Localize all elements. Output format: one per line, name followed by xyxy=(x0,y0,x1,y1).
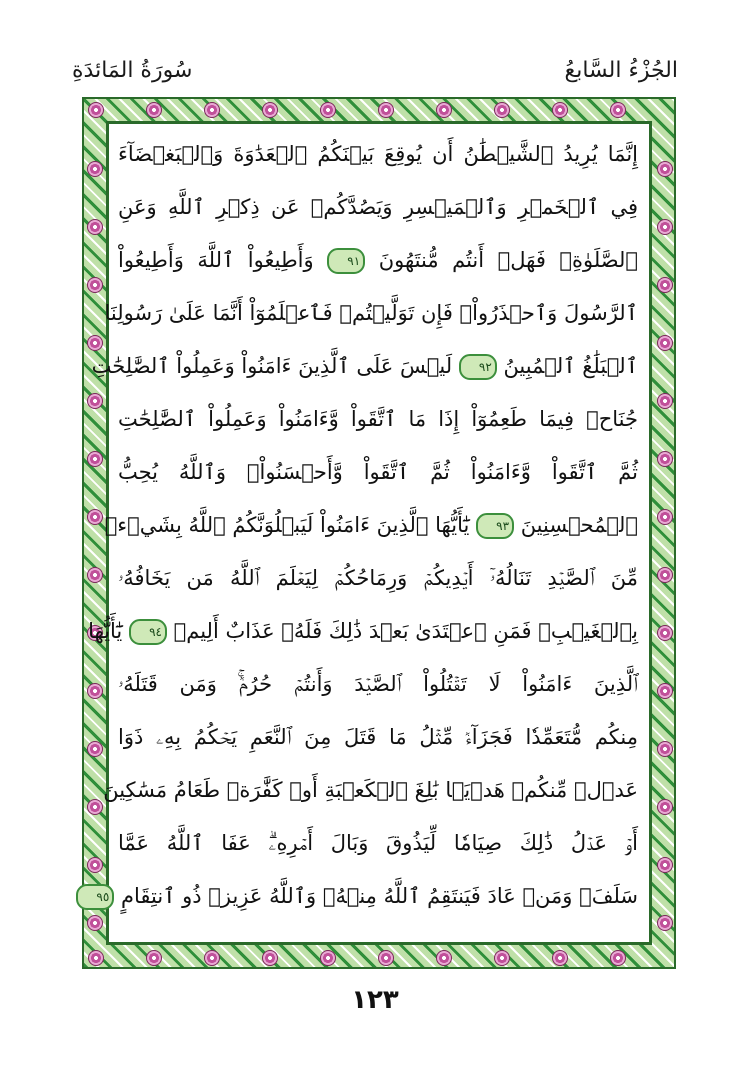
flower-ornament-icon xyxy=(87,509,103,525)
flower-ornament-icon xyxy=(87,857,103,873)
verse-text: يَٰٓأَيُّهَا xyxy=(88,619,129,643)
flower-ornament-icon xyxy=(378,102,394,118)
verse-line: إِنَّمَا يُرِيدُ ٱلشَّيۡطَٰنُ أَن يُوقِعَ بَيۡنَكُمُ ٱلۡعَدَٰوَةَ وَٱلۡبَغۡضَآءَ xyxy=(118,142,638,166)
verse-text: ٱلصَّلَوٰةِۖ فَهَلۡ أَنتُم مُّنتَهُونَ xyxy=(365,248,638,272)
verse-line: مِنكُم مُّتَعَمِّدٗا فَجَزَآءٞ مِّثۡلُ مَا قَتَلَ مِنَ ٱلنَّعَمِ يَحۡكُمُ بِهِۦ ذَوَا xyxy=(118,725,638,749)
flower-ornament-icon xyxy=(436,102,452,118)
verse-text: ٱلۡبَلَٰغُ ٱلۡمُبِينُ xyxy=(496,354,638,378)
verse-text: سَلَفَۚ وَمَنۡ عَادَ فَيَنتَقِمُ ٱللَّهُ مِنۡهُۚ وَٱللَّهُ عَزِيزٞ ذُو ٱنتِقَامٍ xyxy=(114,884,638,908)
verse-text: بِٱلۡغَيۡبِۚ فَمَنِ ٱعۡتَدَىٰ بَعۡدَ ذَٰلِكَ فَلَهُۥ عَذَابٌ أَلِيمٞ xyxy=(166,619,638,643)
flower-ornament-icon xyxy=(262,950,278,966)
verse-text: لَيۡسَ عَلَى ٱلَّذِينَ ءَامَنُواْ وَعَمِلُواْ ٱلصَّٰلِحَٰتِ xyxy=(91,354,459,378)
flower-ornament-icon xyxy=(87,219,103,235)
flower-ornament-icon xyxy=(88,102,104,118)
surah-title: سُورَةُ المَائدَةِ xyxy=(72,58,193,83)
verse-line: ٱلرَّسُولَ وَٱحۡذَرُواْۚ فَإِن تَوَلَّيۡتُمۡ فَٱعۡلَمُوٓاْ أَنَّمَا عَلَىٰ رَسُولِنَا xyxy=(104,301,638,325)
quran-text-area xyxy=(88,130,638,930)
ayah-number-marker: ٩٥ xyxy=(76,884,114,910)
flower-ornament-icon xyxy=(146,950,162,966)
verse-line: فِي ٱلۡخَمۡرِ وَٱلۡمَيۡسِرِ وَيَصُدَّكُمۡ عَن ذِكۡرِ ٱللَّهِ وَعَنِ xyxy=(118,195,638,219)
page-number: ١٢٣ xyxy=(351,985,399,1015)
flower-ornament-icon xyxy=(657,451,673,467)
verse-text: وَأَطِيعُواْ ٱللَّهَ وَأَطِيعُواْ xyxy=(118,248,328,272)
flower-ornament-icon xyxy=(657,683,673,699)
flower-ornament-icon xyxy=(657,857,673,873)
flower-ornament-icon xyxy=(146,102,162,118)
flower-ornament-icon xyxy=(657,219,673,235)
flower-ornament-icon xyxy=(610,102,626,118)
flower-ornament-icon xyxy=(204,102,220,118)
flower-ornament-icon xyxy=(657,625,673,641)
verse-line xyxy=(96,872,638,920)
flower-ornament-icon xyxy=(320,102,336,118)
flower-ornament-icon xyxy=(657,393,673,409)
flower-ornament-icon xyxy=(657,509,673,525)
verse-line: ٱلَّذِينَ ءَامَنُواْ لَا تَقۡتُلُواْ ٱلصَّيۡدَ وَأَنتُمۡ حُرُمٞۚ وَمَن قَتَلَهُۥ xyxy=(118,672,638,696)
flower-ornament-icon xyxy=(87,683,103,699)
flower-ornament-icon xyxy=(657,335,673,351)
ayah-number-marker: ٩١ xyxy=(327,248,365,274)
flower-ornament-icon xyxy=(87,451,103,467)
flower-ornament-icon xyxy=(494,102,510,118)
verse-line: أَوۡ عَدۡلُ ذَٰلِكَ صِيَامٗا لِّيَذُوقَ وَبَالَ أَمۡرِهِۦۗ عَفَا ٱللَّهُ عَمَّا xyxy=(118,831,638,855)
verse-line xyxy=(104,501,638,549)
ayah-number-marker: ٩٣ xyxy=(476,513,514,539)
verse-line: جُنَاحٞ فِيمَا طَعِمُوٓاْ إِذَا مَا ٱتَّقَواْ وَّءَامَنُواْ وَعَمِلُواْ ٱلصَّٰلِحَٰتِ xyxy=(118,407,638,431)
flower-ornament-icon xyxy=(87,161,103,177)
page-header xyxy=(0,0,750,100)
verse-line xyxy=(118,236,638,284)
verse-line xyxy=(88,607,638,655)
flower-ornament-icon xyxy=(610,950,626,966)
verse-line xyxy=(91,342,638,390)
flower-ornament-icon xyxy=(494,950,510,966)
flower-ornament-icon xyxy=(87,741,103,757)
flower-ornament-icon xyxy=(204,950,220,966)
juz-title: الجُزْءُ السَّابعُ xyxy=(564,58,678,83)
ayah-number-marker: ٩٤ xyxy=(129,619,167,645)
verse-line: مِّنَ ٱلصَّيۡدِ تَنَالُهُۥٓ أَيۡدِيكُمۡ وَرِمَاحُكُمۡ لِيَعۡلَمَ ٱللَّهُ مَن يَخَافُهُۥ xyxy=(118,566,638,590)
flower-ornament-icon xyxy=(657,161,673,177)
flower-ornament-icon xyxy=(657,915,673,931)
verse-text: ٱلۡمُحۡسِنِينَ xyxy=(514,513,638,537)
flower-ornament-icon xyxy=(87,393,103,409)
flower-ornament-icon xyxy=(262,102,278,118)
flower-ornament-icon xyxy=(657,799,673,815)
flower-ornament-icon xyxy=(87,277,103,293)
flower-ornament-icon xyxy=(657,567,673,583)
flower-ornament-icon xyxy=(87,567,103,583)
verse-line: ثُمَّ ٱتَّقَواْ وَّءَامَنُواْ ثُمَّ ٱتَّقَواْ وَّأَحۡسَنُواْۚ وَٱللَّهُ يُحِبُّ xyxy=(118,460,638,484)
flower-ornament-icon xyxy=(88,950,104,966)
verse-line: عَدۡلٖ مِّنكُمۡ هَدۡيَۢا بَٰلِغَ ٱلۡكَعۡبَةِ أَوۡ كَفَّٰرَةٞ طَعَامُ مَسَٰكِينَ xyxy=(103,778,638,802)
flower-ornament-icon xyxy=(657,277,673,293)
ayah-number-marker: ٩٢ xyxy=(459,354,497,380)
flower-ornament-icon xyxy=(320,950,336,966)
flower-ornament-icon xyxy=(436,950,452,966)
verse-text: يَٰٓأَيُّهَا ٱلَّذِينَ ءَامَنُواْ لَيَبۡلُوَنَّكُمُ ٱللَّهُ بِشَيۡءٖ xyxy=(104,513,477,537)
flower-ornament-icon xyxy=(87,799,103,815)
flower-ornament-icon xyxy=(657,741,673,757)
flower-ornament-icon xyxy=(378,950,394,966)
flower-ornament-icon xyxy=(552,950,568,966)
flower-ornament-icon xyxy=(552,102,568,118)
